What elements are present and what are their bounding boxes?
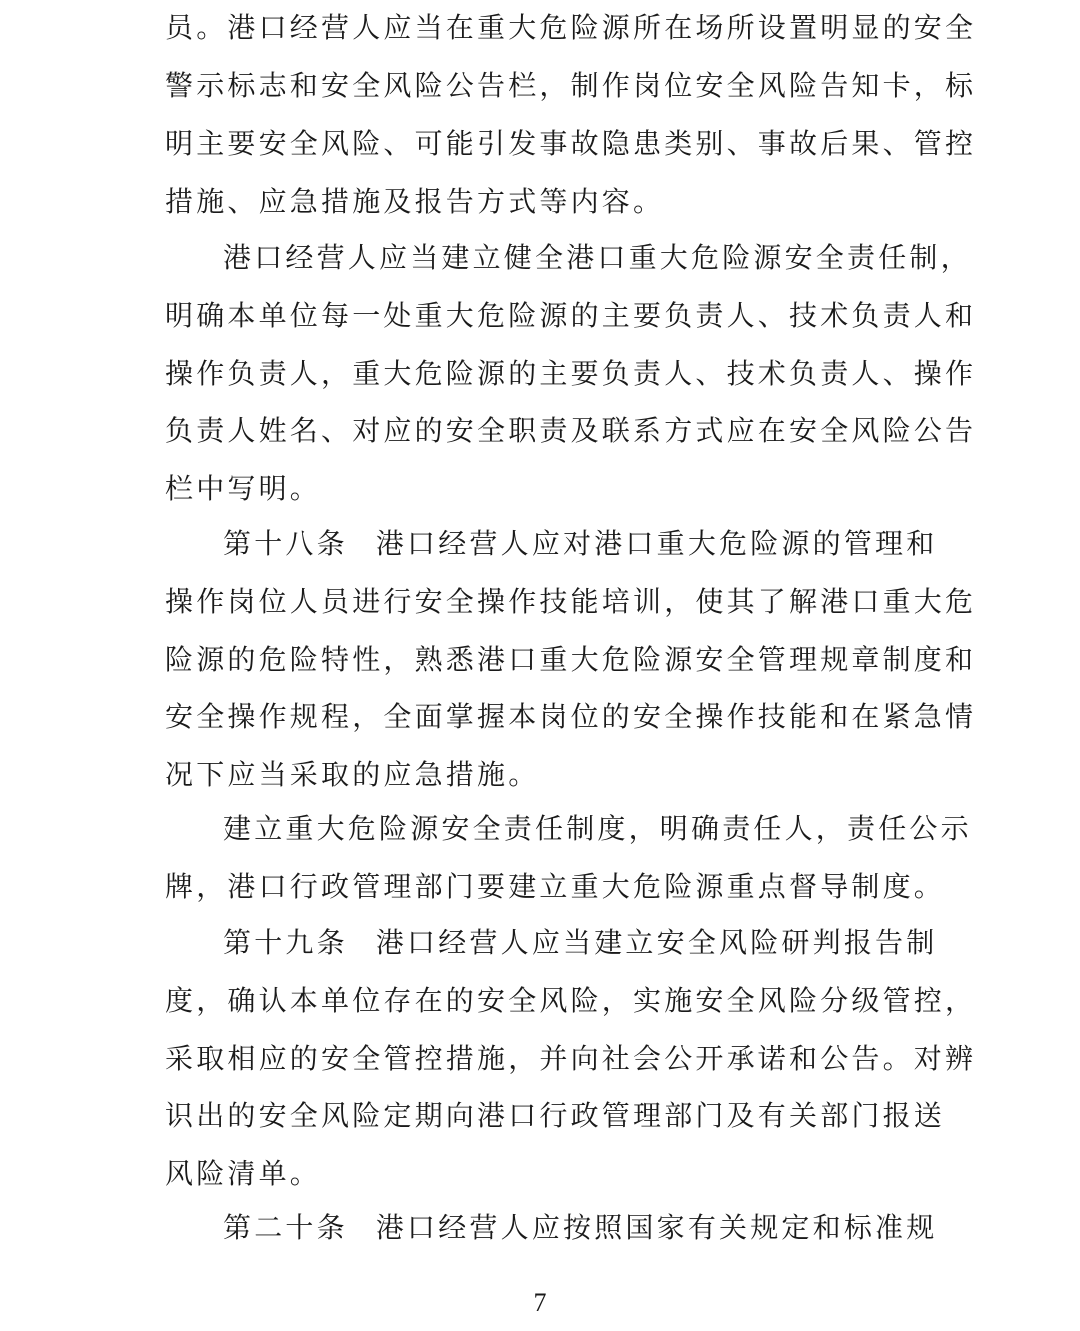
paragraph-1-line-3: 明主要安全风险、可能引发事故隐患类别、事故后果、管控 [165, 127, 977, 160]
article-number: 第二十条 [223, 1211, 348, 1244]
paragraph-1-line-1: 员。港口经营人应当在重大危险源所在场所设置明显的安全 [165, 11, 977, 44]
paragraph-1-line-2: 警示标志和安全风险公告栏，制作岗位安全风险告知卡，标 [165, 69, 977, 102]
article-number: 第十八条 [223, 527, 348, 560]
article-number: 第十九条 [223, 926, 348, 959]
article-text: 港口经营人应对港口重大危险源的管理和 [375, 527, 938, 560]
paragraph-2-line-2: 明确本单位每一处重大危险源的主要负责人、技术负责人和 [165, 299, 977, 332]
article-text: 港口经营人应当建立安全风险研判报告制 [375, 926, 938, 959]
paragraph-2-line-3: 操作负责人，重大危险源的主要负责人、技术负责人、操作 [165, 357, 977, 390]
article-18-line-5: 况下应当采取的应急措施。 [165, 758, 540, 791]
paragraph-2-line-1: 港口经营人应当建立健全港口重大危险源安全责任制， [223, 241, 972, 274]
page-number: 7 [533, 1288, 547, 1317]
paragraph-1-line-4: 措施、应急措施及报告方式等内容。 [165, 185, 665, 218]
article-19-line-4: 识出的安全风险定期向港口行政管理部门及有关部门报送 [165, 1099, 946, 1132]
article-19-line-2: 度，确认本单位存在的安全风险，实施安全风险分级管控， [165, 984, 977, 1017]
article-19-line-3: 采取相应的安全管控措施，并向社会公开承诺和公告。对辨 [165, 1042, 977, 1075]
article-18-line-4: 安全操作规程，全面掌握本岗位的安全操作技能和在紧急情 [165, 700, 977, 733]
article-18-line-3: 险源的危险特性，熟悉港口重大危险源安全管理规章制度和 [165, 643, 977, 676]
article-20-line-1 [165, 1208, 938, 1248]
paragraph-4-line-1: 建立重大危险源安全责任制度，明确责任人，责任公示 [223, 812, 972, 845]
article-19-line-5: 风险清单。 [165, 1157, 322, 1190]
article-18-line-2: 操作岗位人员进行安全操作技能培训，使其了解港口重大危 [165, 585, 977, 618]
article-text: 港口经营人应按照国家有关规定和标准规 [375, 1211, 938, 1244]
paragraph-4-line-2: 牌，港口行政管理部门要建立重大危险源重点督导制度。 [165, 870, 946, 903]
paragraph-2-line-4: 负责人姓名、对应的安全职责及联系方式应在安全风险公告 [165, 414, 977, 447]
article-18-line-1 [165, 524, 938, 564]
article-19-line-1 [165, 923, 938, 963]
paragraph-2-line-5: 栏中写明。 [165, 472, 322, 505]
